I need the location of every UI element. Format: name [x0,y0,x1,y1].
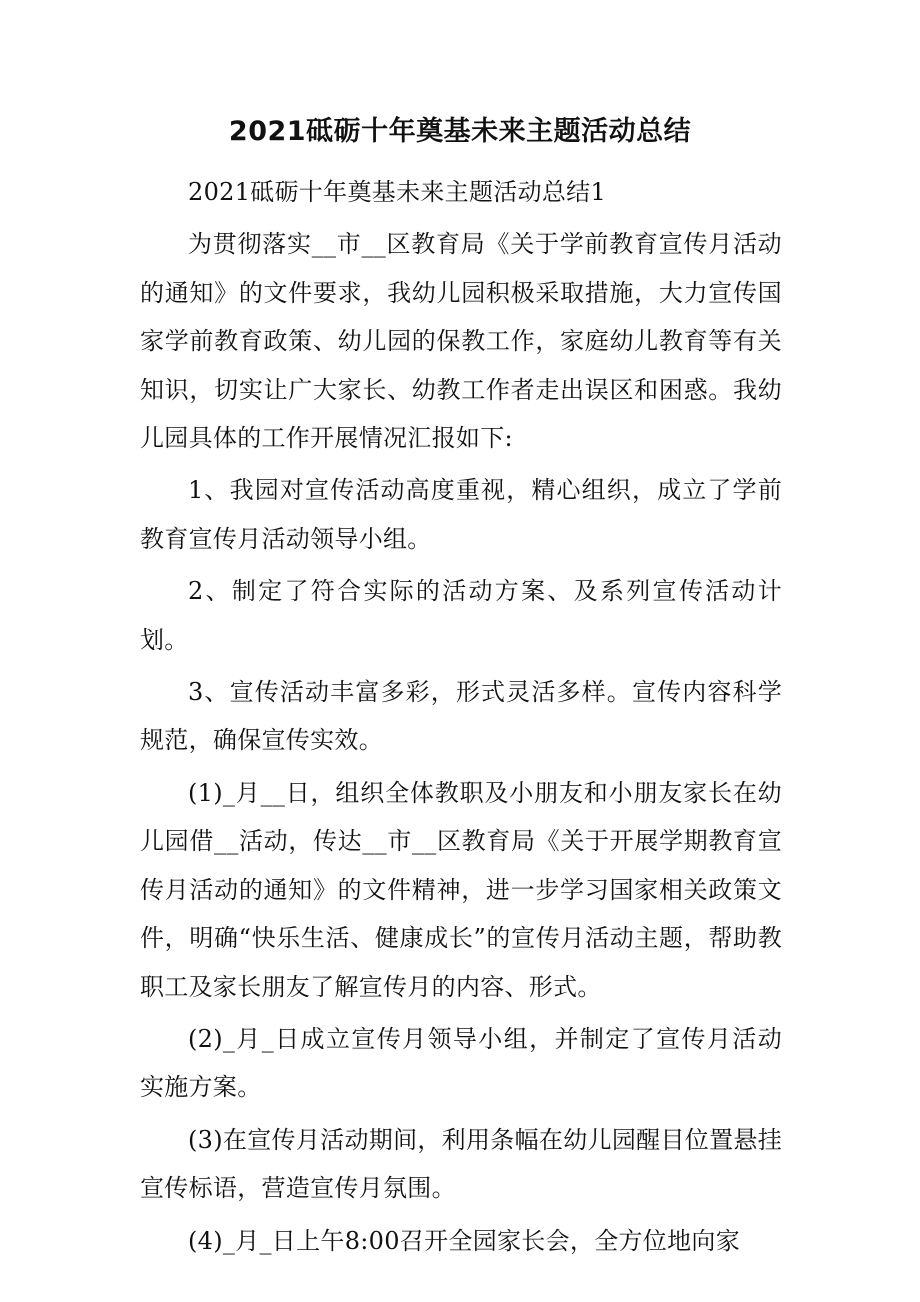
paragraph-intro: 为贯彻落实__市__区教育局《关于学前教育宣传月活动的通知》的文件要求，我幼儿园积极采取措施，大力宣传国家学前教育政策、幼儿园的保教工作，家庭幼儿教育等有关知识，切实让广大家长、幼教工作者走出误区和困惑。我幼儿园具体的工作开展情况汇报如下: [140,230,782,453]
paragraph-subitem-2: (2)_月_日成立宣传月领导小组，并制定了宣传月活动实施方案。 [140,1024,782,1102]
document-body [140,168,782,1269]
paragraph-subtitle: 2021砥砺十年奠基未来主题活动总结1 [188,178,607,206]
paragraph-subitem-4: (4)_月_日上午8:00召开全园家长会，全方位地向家 [188,1226,740,1255]
paragraph-item-3: 3、宣传活动丰富多彩，形式灵活多样。宣传内容科学规范，确保宣传实效。 [140,678,782,755]
paragraph-item-1: 1、我园对宣传活动高度重视，精心组织，成立了学前教育宣传月活动领导小组。 [140,476,782,553]
document-title: 2021砥砺十年奠基未来主题活动总结 [228,116,692,147]
paragraph-subitem-3: (3)在宣传月活动期间，利用条幅在幼儿园醒目位置悬挂宣传标语，营造宣传月氛围。 [140,1125,782,1203]
paragraph-subitem-1: (1)_月__日，组织全体教职及小朋友和小朋友家长在幼儿园借__活动，传达__市__区教育局《关于开展学期教育宣传月活动的通知》的文件精神，进一步学习国家相关政策文件，明确“快乐生活、健康成长”的宣传月活动主题，帮助教职工及家长朋友了解宣传月的内容、形式。 [140,778,782,1001]
paragraph-item-2: 2、制定了符合实际的活动方案、及系列宣传活动计划。 [140,577,782,654]
